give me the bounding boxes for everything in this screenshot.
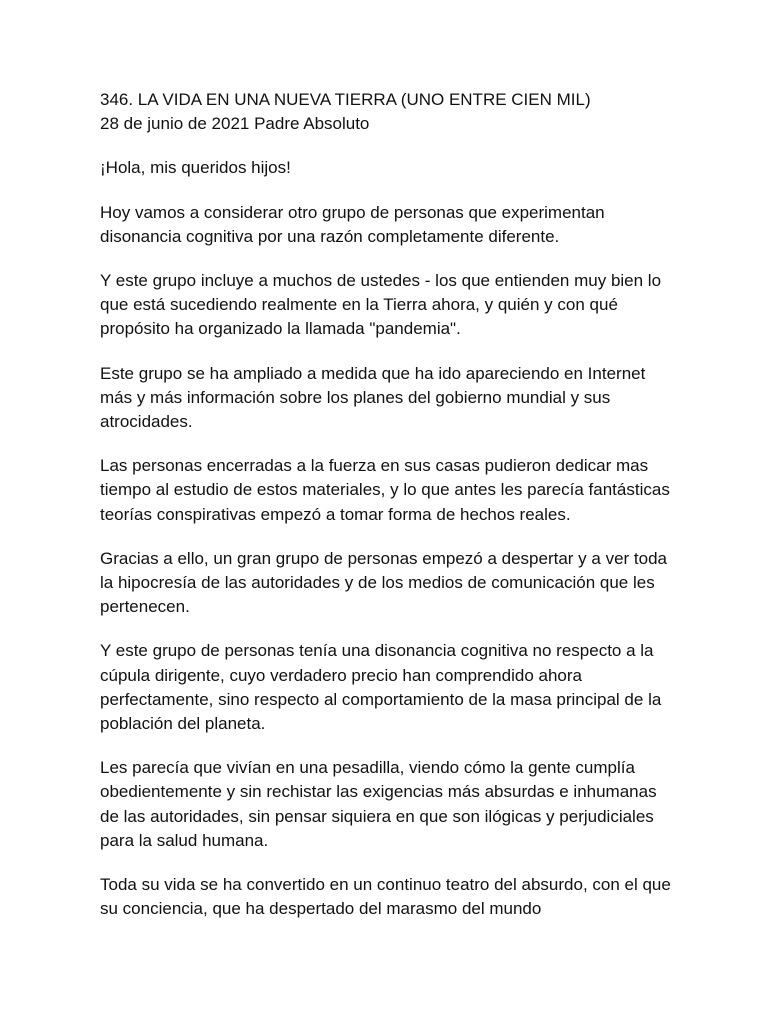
paragraph: Este grupo se ha ampliado a medida que ha ido apareciendo en Internet más y más información sobre los planes del gobierno mundial y sus atrocidades. [100, 363, 646, 432]
document-date-author: 28 de junio de 2021 Padre Absoluto [100, 114, 370, 134]
paragraph: Y este grupo de personas tenía una disonancia cognitiva no respecto a la cúpula dirigente, cuyo verdadero precio han comprendido ahora perfectamente, sino respecto al comportamiento de la masa principal de la población del planeta. [100, 641, 662, 734]
paragraph: Les parecía que vivían en una pesadilla, viendo cómo la gente cumplía obedientemente y sin rechistar las exigencias más absurdas e inhumanas de las autoridades, sin pensar siquiera en que son ilógicas y perjudiciales para la salud humana. [100, 758, 657, 850]
document-title: 346. LA VIDA EN UNA NUEVA TIERRA (UNO ENTRE CIEN MIL) [100, 90, 591, 109]
paragraph: Y este grupo incluye a muchos de ustedes - los que entienden muy bien lo que está sucediendo realmente en la Tierra ahora, y quién y con qué propósito ha organizado la llamada "pandemia". [100, 271, 662, 339]
document-page [100, 88, 680, 941]
paragraph: Gracias a ello, un gran grupo de personas empezó a despertar y a ver toda la hipocresía de las autoridades y de los medios de comunicación que les pertenecen. [100, 548, 668, 617]
paragraph: Las personas encerradas a la fuerza en sus casas pudieron dedicar mas tiempo al estudio de estos materiales, y lo que antes les parecía fantásticas teorías conspirativas empezó a tomar forma de hechos reales. [100, 456, 670, 524]
paragraph: Toda su vida se ha convertido en un continuo teatro del absurdo, con el que su conciencia, que ha despertado del marasmo del mundo [100, 875, 671, 919]
paragraph: Hoy vamos a considerar otro grupo de personas que experimentan disonancia cognitiva por una razón completamente diferente. [100, 202, 605, 246]
document-header [100, 88, 680, 136]
greeting: ¡Hola, mis queridos hijos! [100, 158, 291, 178]
